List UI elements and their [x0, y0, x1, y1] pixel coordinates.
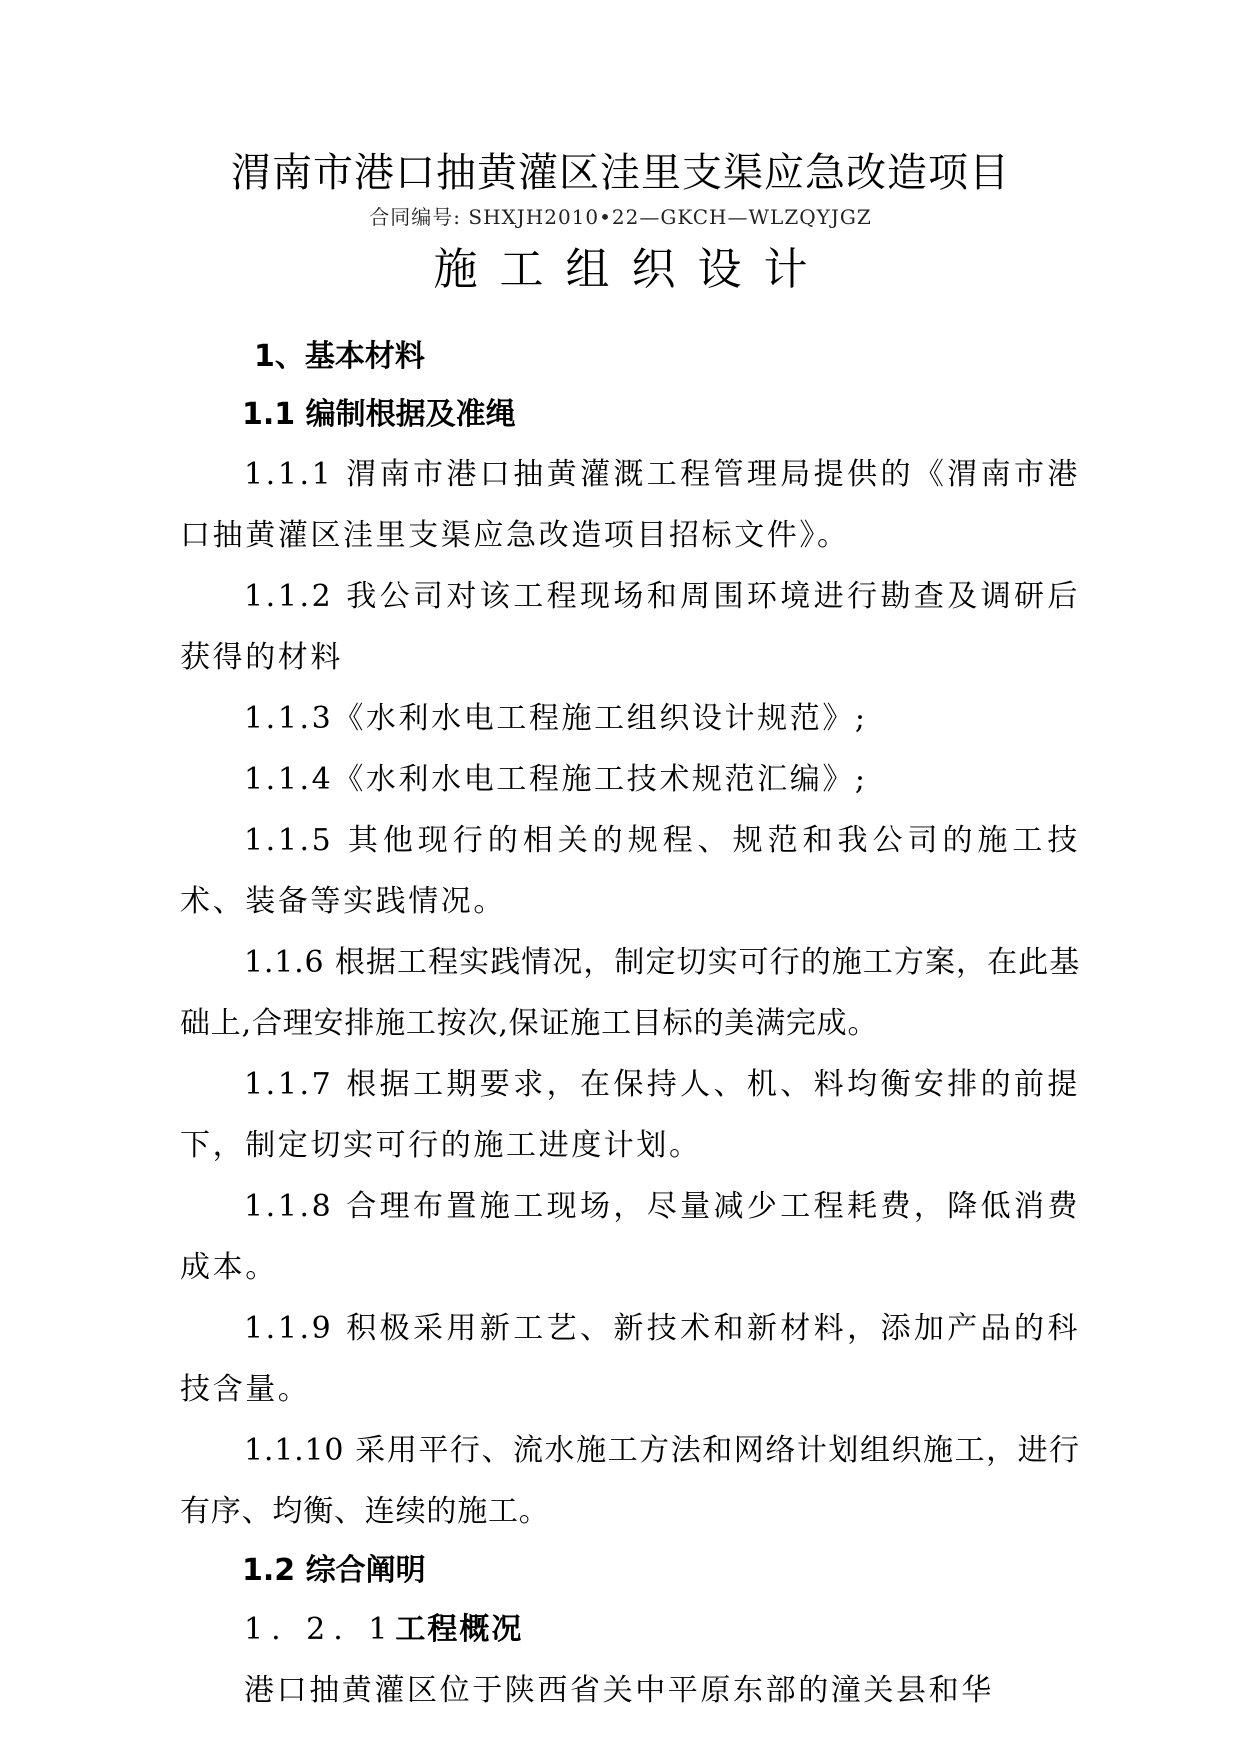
paragraph-1-1-6: 1.1.6 根据工程实践情况，制定切实可行的施工方案，在此基础上,合理安排施工按次,保证施工目标的美满完成。 [180, 945, 1080, 1041]
section-heading-1-1: 1.1 编制根据及准绳 [242, 397, 516, 432]
paragraph-1-1-4: 1.1.4《水利水电工程施工技术规范汇编》; [244, 762, 868, 797]
document-body [180, 328, 1080, 1721]
paragraph-1-1-9: 1.1.9 积极采用新工艺、新技术和新材料，添加产品的科技含量。 [180, 1311, 1080, 1407]
paragraph-1-1-7: 1.1.7 根据工期要求，在保持人、机、料均衡安排的前提下，制定切实可行的施工进度计划。 [180, 1067, 1080, 1163]
paragraph-1-2-1-body: 港口抽黄灌区位于陕西省关中平原东部的潼关县和华 [244, 1673, 994, 1708]
contract-number: 合同编号: SHXJH2010•22—GKCH—WLZQYJGZ [369, 205, 872, 229]
paragraph-1-1-5: 1.1.5 其他现行的相关的规程、规范和我公司的施工技术、装备等实践情况。 [180, 823, 1080, 919]
paragraph-1-1-3: 1.1.3《水利水电工程施工组织设计规范》; [244, 701, 868, 736]
document-subtitle: 施工组织设计 [433, 244, 830, 295]
paragraph-1-1-2: 1.1.2 我公司对该工程现场和周围环境进行勘查及调研后获得的材料 [180, 579, 1080, 675]
section-label: 工程概况 [395, 1612, 524, 1647]
document-title: 渭南市港口抽黄灌区洼里支渠应急改造项目 [231, 150, 1010, 196]
section-heading-1: 1、基本材料 [254, 339, 425, 374]
section-heading-1-2: 1.2 综合阐明 [242, 1553, 426, 1588]
section-number: 1. 2. 1 [244, 1612, 396, 1647]
paragraph-1-1-10: 1.1.10 采用平行、流水施工方法和网络计划组织施工，进行有序、均衡、连续的施工。 [180, 1433, 1080, 1529]
paragraph-1-1-1: 1.1.1 渭南市港口抽黄灌溉工程管理局提供的《渭南市港口抽黄灌区洼里支渠应急改造项目招标文件》。 [180, 457, 1080, 553]
paragraph-1-1-8: 1.1.8 合理布置施工现场，尽量减少工程耗费，降低消费成本。 [180, 1189, 1080, 1285]
section-heading-1-2-1 [180, 1600, 1080, 1660]
